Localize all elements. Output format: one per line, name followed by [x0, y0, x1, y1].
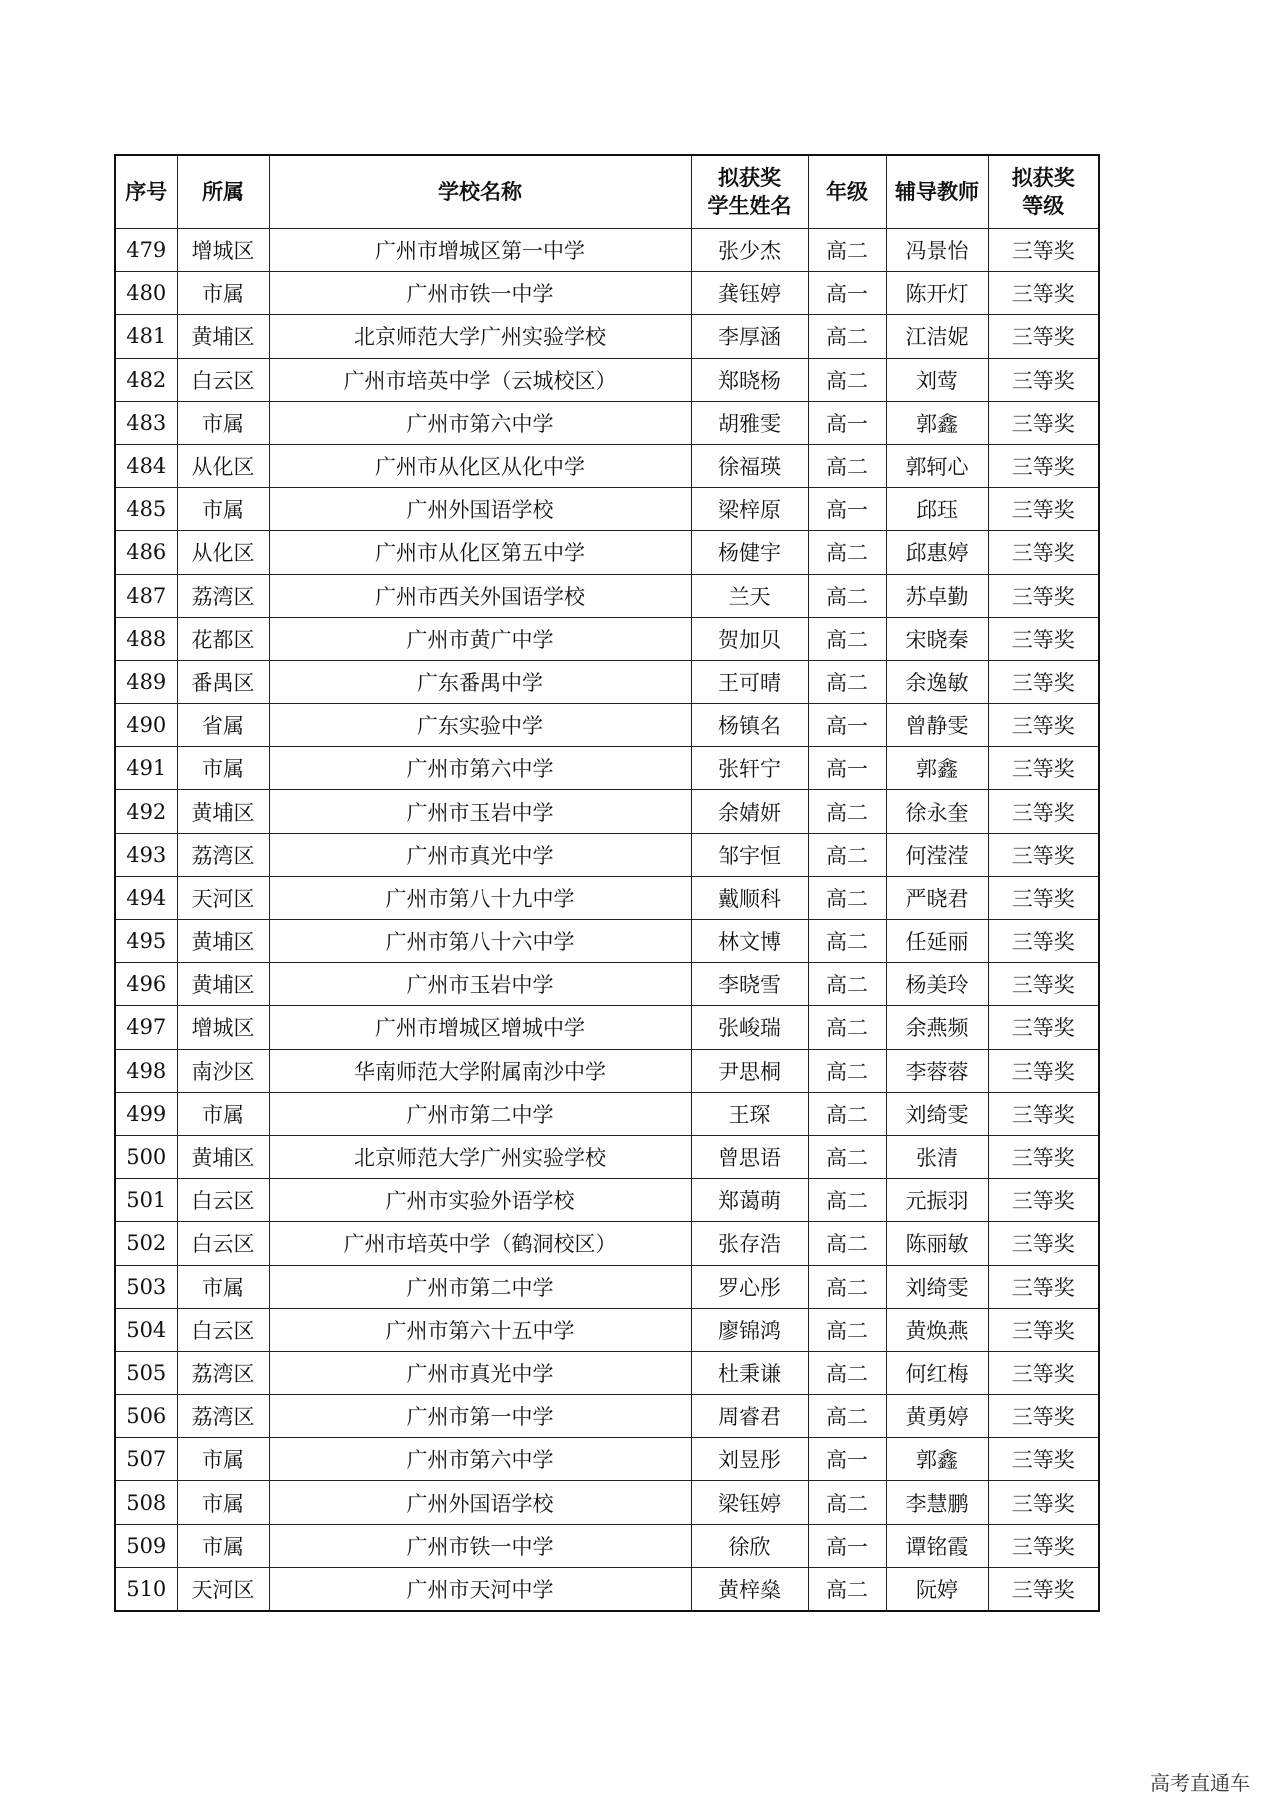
cell-grade: 高一: [808, 1438, 886, 1481]
cell-award: 三等奖: [988, 229, 1099, 272]
header-row: [115, 155, 1099, 229]
cell-student: 王琛: [691, 1092, 808, 1135]
cell-index: 488: [115, 617, 177, 660]
cell-index: 501: [115, 1179, 177, 1222]
cell-school: 广东实验中学: [269, 704, 691, 747]
table-row: [115, 1438, 1099, 1481]
cell-school: 广州市第六十五中学: [269, 1308, 691, 1351]
cell-district: 市属: [177, 401, 269, 444]
cell-index: 506: [115, 1395, 177, 1438]
cell-school: 广州外国语学校: [269, 1481, 691, 1524]
cell-grade: 高二: [808, 660, 886, 703]
cell-district: 番禺区: [177, 660, 269, 703]
cell-award: 三等奖: [988, 315, 1099, 358]
cell-district: 市属: [177, 272, 269, 315]
table-row: [115, 1092, 1099, 1135]
cell-student: 刘昱彤: [691, 1438, 808, 1481]
cell-grade: 高二: [808, 1395, 886, 1438]
cell-grade: 高二: [808, 315, 886, 358]
cell-grade: 高二: [808, 1135, 886, 1178]
cell-index: 487: [115, 574, 177, 617]
cell-school: 广州市增城区增城中学: [269, 1006, 691, 1049]
cell-school: 广州市真光中学: [269, 833, 691, 876]
table-row: [115, 1049, 1099, 1092]
cell-award: 三等奖: [988, 1524, 1099, 1567]
cell-award: 三等奖: [988, 790, 1099, 833]
cell-district: 荔湾区: [177, 833, 269, 876]
cell-student: 林文博: [691, 920, 808, 963]
cell-district: 黄埔区: [177, 790, 269, 833]
cell-school: 广州市玉岩中学: [269, 963, 691, 1006]
cell-district: 市属: [177, 1524, 269, 1567]
cell-student: 胡雅雯: [691, 401, 808, 444]
cell-school: 北京师范大学广州实验学校: [269, 1135, 691, 1178]
cell-grade: 高二: [808, 1481, 886, 1524]
cell-school: 广州市真光中学: [269, 1351, 691, 1394]
cell-index: 494: [115, 876, 177, 919]
cell-teacher: 冯景怡: [886, 229, 988, 272]
cell-index: 509: [115, 1524, 177, 1567]
table-row: [115, 920, 1099, 963]
cell-school: 广州市培英中学（云城校区）: [269, 358, 691, 401]
cell-district: 市属: [177, 747, 269, 790]
cell-grade: 高二: [808, 1179, 886, 1222]
cell-teacher: 郭鑫: [886, 1438, 988, 1481]
cell-teacher: 郭鑫: [886, 747, 988, 790]
cell-student: 张少杰: [691, 229, 808, 272]
cell-district: 增城区: [177, 229, 269, 272]
cell-teacher: 江洁妮: [886, 315, 988, 358]
cell-grade: 高二: [808, 358, 886, 401]
cell-index: 483: [115, 401, 177, 444]
cell-index: 495: [115, 920, 177, 963]
cell-grade: 高二: [808, 617, 886, 660]
cell-teacher: 余燕频: [886, 1006, 988, 1049]
cell-award: 三等奖: [988, 1179, 1099, 1222]
cell-school: 广州市西关外国语学校: [269, 574, 691, 617]
cell-grade: 高二: [808, 833, 886, 876]
header-teacher: 辅导教师: [886, 155, 988, 229]
cell-award: 三等奖: [988, 1438, 1099, 1481]
table-row: [115, 876, 1099, 919]
cell-award: 三等奖: [988, 704, 1099, 747]
cell-index: 496: [115, 963, 177, 1006]
cell-student: 李厚涵: [691, 315, 808, 358]
cell-award: 三等奖: [988, 1265, 1099, 1308]
cell-school: 广州市实验外语学校: [269, 1179, 691, 1222]
cell-student: 徐福瑛: [691, 444, 808, 487]
cell-district: 黄埔区: [177, 920, 269, 963]
cell-teacher: 陈丽敏: [886, 1222, 988, 1265]
cell-index: 482: [115, 358, 177, 401]
cell-student: 张峻瑞: [691, 1006, 808, 1049]
cell-student: 郑蔼萌: [691, 1179, 808, 1222]
cell-student: 兰天: [691, 574, 808, 617]
cell-index: 507: [115, 1438, 177, 1481]
cell-index: 508: [115, 1481, 177, 1524]
cell-teacher: 曾静雯: [886, 704, 988, 747]
cell-student: 徐欣: [691, 1524, 808, 1567]
cell-teacher: 张清: [886, 1135, 988, 1178]
cell-grade: 高二: [808, 229, 886, 272]
cell-award: 三等奖: [988, 401, 1099, 444]
cell-award: 三等奖: [988, 444, 1099, 487]
cell-award: 三等奖: [988, 876, 1099, 919]
cell-school: 广州市从化区从化中学: [269, 444, 691, 487]
cell-grade: 高二: [808, 1222, 886, 1265]
cell-index: 498: [115, 1049, 177, 1092]
cell-student: 张存浩: [691, 1222, 808, 1265]
cell-teacher: 郭轲心: [886, 444, 988, 487]
cell-award: 三等奖: [988, 1092, 1099, 1135]
table-row: [115, 1395, 1099, 1438]
cell-index: 493: [115, 833, 177, 876]
cell-district: 白云区: [177, 1308, 269, 1351]
header-student: 拟获奖 学生姓名: [691, 155, 808, 229]
cell-district: 白云区: [177, 1179, 269, 1222]
cell-student: 罗心彤: [691, 1265, 808, 1308]
cell-teacher: 刘绮雯: [886, 1092, 988, 1135]
table-row: [115, 660, 1099, 703]
cell-student: 贺加贝: [691, 617, 808, 660]
cell-school: 广州市第八十九中学: [269, 876, 691, 919]
cell-teacher: 邱珏: [886, 488, 988, 531]
cell-award: 三等奖: [988, 531, 1099, 574]
cell-teacher: 刘绮雯: [886, 1265, 988, 1308]
cell-grade: 高二: [808, 790, 886, 833]
cell-district: 花都区: [177, 617, 269, 660]
table-row: [115, 531, 1099, 574]
table-row: [115, 704, 1099, 747]
cell-school: 广州市从化区第五中学: [269, 531, 691, 574]
cell-teacher: 徐永奎: [886, 790, 988, 833]
cell-school: 广东番禺中学: [269, 660, 691, 703]
cell-award: 三等奖: [988, 1222, 1099, 1265]
cell-teacher: 李慧鹏: [886, 1481, 988, 1524]
cell-award: 三等奖: [988, 358, 1099, 401]
cell-award: 三等奖: [988, 920, 1099, 963]
table-row: [115, 1481, 1099, 1524]
cell-teacher: 陈开灯: [886, 272, 988, 315]
cell-grade: 高一: [808, 704, 886, 747]
cell-student: 梁梓原: [691, 488, 808, 531]
table-row: [115, 315, 1099, 358]
cell-district: 白云区: [177, 1222, 269, 1265]
cell-district: 天河区: [177, 1567, 269, 1611]
cell-student: 杨健宇: [691, 531, 808, 574]
cell-student: 王可晴: [691, 660, 808, 703]
cell-index: 510: [115, 1567, 177, 1611]
cell-teacher: 苏卓勤: [886, 574, 988, 617]
cell-student: 李晓雪: [691, 963, 808, 1006]
cell-district: 南沙区: [177, 1049, 269, 1092]
cell-school: 广州外国语学校: [269, 488, 691, 531]
cell-student: 余婧妍: [691, 790, 808, 833]
cell-district: 黄埔区: [177, 1135, 269, 1178]
cell-grade: 高二: [808, 1049, 886, 1092]
cell-index: 485: [115, 488, 177, 531]
cell-school: 广州市第六中学: [269, 747, 691, 790]
table-row: [115, 1265, 1099, 1308]
table-row: [115, 963, 1099, 1006]
cell-school: 广州市第一中学: [269, 1395, 691, 1438]
cell-grade: 高二: [808, 1351, 886, 1394]
watermark: 高考直通车: [1150, 1771, 1250, 1795]
cell-district: 荔湾区: [177, 1395, 269, 1438]
table-row: [115, 1524, 1099, 1567]
cell-student: 廖锦鸿: [691, 1308, 808, 1351]
cell-student: 梁钰婷: [691, 1481, 808, 1524]
table-row: [115, 1351, 1099, 1394]
cell-district: 白云区: [177, 358, 269, 401]
table-row: [115, 1006, 1099, 1049]
cell-school: 广州市培英中学（鹤洞校区）: [269, 1222, 691, 1265]
cell-award: 三等奖: [988, 1049, 1099, 1092]
cell-teacher: 杨美玲: [886, 963, 988, 1006]
cell-award: 三等奖: [988, 1481, 1099, 1524]
cell-teacher: 宋晓秦: [886, 617, 988, 660]
table-body: [115, 229, 1099, 1612]
table-row: [115, 358, 1099, 401]
table-row: [115, 1567, 1099, 1611]
cell-index: 486: [115, 531, 177, 574]
cell-district: 市属: [177, 1092, 269, 1135]
cell-index: 504: [115, 1308, 177, 1351]
cell-district: 从化区: [177, 531, 269, 574]
table-row: [115, 1135, 1099, 1178]
cell-student: 张轩宁: [691, 747, 808, 790]
cell-school: 广州市第六中学: [269, 401, 691, 444]
cell-school: 华南师范大学附属南沙中学: [269, 1049, 691, 1092]
cell-school: 广州市黄广中学: [269, 617, 691, 660]
cell-school: 广州市第六中学: [269, 1438, 691, 1481]
cell-grade: 高二: [808, 1308, 886, 1351]
cell-award: 三等奖: [988, 833, 1099, 876]
cell-school: 广州市铁一中学: [269, 1524, 691, 1567]
table-row: [115, 790, 1099, 833]
cell-student: 杨镇名: [691, 704, 808, 747]
cell-teacher: 谭铭霞: [886, 1524, 988, 1567]
cell-index: 499: [115, 1092, 177, 1135]
cell-student: 邹宇恒: [691, 833, 808, 876]
cell-teacher: 元振羽: [886, 1179, 988, 1222]
cell-district: 市属: [177, 1481, 269, 1524]
cell-grade: 高二: [808, 1567, 886, 1611]
table-row: [115, 747, 1099, 790]
cell-award: 三等奖: [988, 488, 1099, 531]
cell-grade: 高二: [808, 444, 886, 487]
cell-grade: 高一: [808, 747, 886, 790]
cell-school: 北京师范大学广州实验学校: [269, 315, 691, 358]
cell-teacher: 任延丽: [886, 920, 988, 963]
header-grade: 年级: [808, 155, 886, 229]
cell-grade: 高二: [808, 963, 886, 1006]
cell-index: 484: [115, 444, 177, 487]
cell-award: 三等奖: [988, 1135, 1099, 1178]
cell-grade: 高一: [808, 1524, 886, 1567]
cell-district: 市属: [177, 488, 269, 531]
header-school: 学校名称: [269, 155, 691, 229]
cell-school: 广州市第二中学: [269, 1092, 691, 1135]
cell-index: 489: [115, 660, 177, 703]
cell-award: 三等奖: [988, 660, 1099, 703]
cell-student: 黄梓燊: [691, 1567, 808, 1611]
cell-school: 广州市玉岩中学: [269, 790, 691, 833]
cell-teacher: 余逸敏: [886, 660, 988, 703]
cell-district: 市属: [177, 1438, 269, 1481]
cell-teacher: 黄焕燕: [886, 1308, 988, 1351]
cell-teacher: 阮婷: [886, 1567, 988, 1611]
cell-award: 三等奖: [988, 963, 1099, 1006]
cell-district: 荔湾区: [177, 574, 269, 617]
header-district: 所属: [177, 155, 269, 229]
table-row: [115, 617, 1099, 660]
table-row: [115, 401, 1099, 444]
table-row: [115, 272, 1099, 315]
cell-district: 荔湾区: [177, 1351, 269, 1394]
table-row: [115, 229, 1099, 272]
cell-school: 广州市第二中学: [269, 1265, 691, 1308]
cell-grade: 高二: [808, 531, 886, 574]
table-row: [115, 1222, 1099, 1265]
cell-student: 尹思桐: [691, 1049, 808, 1092]
cell-teacher: 何红梅: [886, 1351, 988, 1394]
cell-district: 黄埔区: [177, 315, 269, 358]
cell-index: 502: [115, 1222, 177, 1265]
award-list-table: [114, 154, 1100, 1612]
cell-index: 503: [115, 1265, 177, 1308]
cell-school: 广州市天河中学: [269, 1567, 691, 1611]
table-row: [115, 488, 1099, 531]
cell-index: 491: [115, 747, 177, 790]
cell-award: 三等奖: [988, 1351, 1099, 1394]
cell-award: 三等奖: [988, 1308, 1099, 1351]
cell-index: 480: [115, 272, 177, 315]
header-award: 拟获奖 等级: [988, 155, 1099, 229]
cell-index: 497: [115, 1006, 177, 1049]
cell-student: 周睿君: [691, 1395, 808, 1438]
cell-teacher: 郭鑫: [886, 401, 988, 444]
cell-district: 市属: [177, 1265, 269, 1308]
cell-student: 杜秉谦: [691, 1351, 808, 1394]
cell-teacher: 何滢滢: [886, 833, 988, 876]
cell-teacher: 严晓君: [886, 876, 988, 919]
cell-grade: 高二: [808, 1092, 886, 1135]
cell-grade: 高二: [808, 876, 886, 919]
cell-school: 广州市增城区第一中学: [269, 229, 691, 272]
cell-teacher: 邱惠婷: [886, 531, 988, 574]
table-row: [115, 1179, 1099, 1222]
cell-school: 广州市第八十六中学: [269, 920, 691, 963]
cell-index: 481: [115, 315, 177, 358]
cell-district: 省属: [177, 704, 269, 747]
cell-award: 三等奖: [988, 747, 1099, 790]
table-row: [115, 833, 1099, 876]
cell-index: 490: [115, 704, 177, 747]
cell-student: 郑晓杨: [691, 358, 808, 401]
cell-award: 三等奖: [988, 617, 1099, 660]
cell-district: 天河区: [177, 876, 269, 919]
cell-student: 龚钰婷: [691, 272, 808, 315]
cell-teacher: 刘莺: [886, 358, 988, 401]
cell-grade: 高二: [808, 574, 886, 617]
cell-grade: 高一: [808, 488, 886, 531]
table-row: [115, 1308, 1099, 1351]
cell-award: 三等奖: [988, 574, 1099, 617]
cell-grade: 高二: [808, 1265, 886, 1308]
cell-teacher: 李蓉蓉: [886, 1049, 988, 1092]
cell-grade: 高二: [808, 1006, 886, 1049]
cell-grade: 高一: [808, 272, 886, 315]
cell-award: 三等奖: [988, 1006, 1099, 1049]
cell-award: 三等奖: [988, 1567, 1099, 1611]
cell-index: 505: [115, 1351, 177, 1394]
cell-award: 三等奖: [988, 1395, 1099, 1438]
cell-index: 479: [115, 229, 177, 272]
cell-teacher: 黄勇婷: [886, 1395, 988, 1438]
cell-district: 增城区: [177, 1006, 269, 1049]
cell-grade: 高二: [808, 920, 886, 963]
cell-student: 曾思语: [691, 1135, 808, 1178]
header-index: 序号: [115, 155, 177, 229]
cell-student: 戴顺科: [691, 876, 808, 919]
cell-grade: 高一: [808, 401, 886, 444]
table-row: [115, 444, 1099, 487]
table-row: [115, 574, 1099, 617]
cell-district: 黄埔区: [177, 963, 269, 1006]
cell-district: 从化区: [177, 444, 269, 487]
cell-award: 三等奖: [988, 272, 1099, 315]
cell-index: 492: [115, 790, 177, 833]
cell-school: 广州市铁一中学: [269, 272, 691, 315]
cell-index: 500: [115, 1135, 177, 1178]
